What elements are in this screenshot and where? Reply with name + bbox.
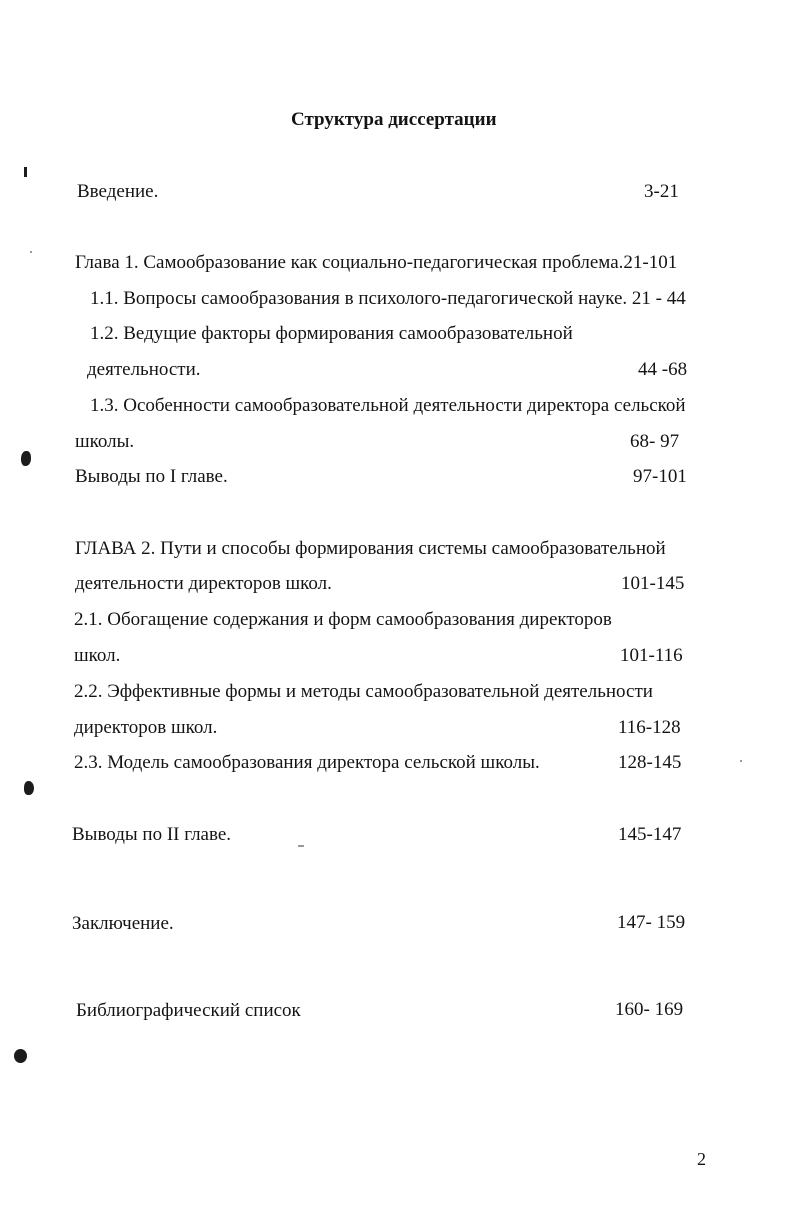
- toc-entry-chapter-2-cont: деятельности директоров школ.: [75, 573, 332, 594]
- toc-pages-1-3: 68- 97: [630, 431, 680, 452]
- scan-artifact-mark: [24, 167, 27, 177]
- page-number: 2: [697, 1149, 706, 1169]
- toc-entry-chapter-1: Глава 1. Самообразование как социально-педагогическая проблема.21-101: [75, 252, 678, 273]
- scan-artifact-mark: [24, 781, 34, 795]
- toc-pages-2-3: 128-145: [618, 752, 682, 773]
- toc-entry-chapter-2: ГЛАВА 2. Пути и способы формирования системы самообразовательной: [75, 538, 666, 559]
- toc-entry-1-1: 1.1. Вопросы самообразования в психолого-педагогической науке. 21 - 44: [90, 288, 686, 309]
- toc-entry-1-3-cont: школы.: [75, 431, 135, 452]
- scan-artifact-speck: [740, 760, 742, 762]
- toc-entry-conclusions-2: Выводы по II главе.: [72, 824, 232, 845]
- scan-artifact-speck: [30, 251, 32, 253]
- toc-entry-conclusions-1: Выводы по I главе.: [75, 466, 228, 487]
- toc-pages-chapter-2: 101-145: [621, 573, 685, 594]
- toc-entry-2-2-cont: директоров школ.: [74, 717, 218, 738]
- toc-pages-1-2: 44 -68: [638, 359, 688, 380]
- toc-entry-2-1-cont: школ.: [74, 645, 121, 666]
- toc-pages-conclusions-1: 97-101: [633, 466, 687, 487]
- document-title: Структура диссертации: [291, 109, 497, 130]
- toc-entry-2-2: 2.2. Эффективные формы и методы самообразовательной деятельности: [74, 681, 653, 702]
- toc-pages-2-2: 116-128: [618, 717, 681, 738]
- toc-pages-bibliography: 160- 169: [615, 999, 684, 1020]
- toc-entry-1-2-cont: деятельности.: [87, 359, 201, 380]
- toc-pages-introduction: 3-21: [644, 181, 679, 202]
- scan-artifact-speck: [298, 845, 304, 847]
- toc-pages-conclusion: 147- 159: [617, 912, 686, 933]
- toc-entry-2-1: 2.1. Обогащение содержания и форм самообразования директоров: [74, 609, 612, 630]
- toc-pages-2-1: 101-116: [620, 645, 683, 666]
- toc-entry-1-3: 1.3. Особенности самообразовательной деятельности директора сельской: [90, 395, 686, 416]
- toc-entry-2-3: 2.3. Модель самообразования директора сельской школы.: [74, 752, 540, 773]
- scan-artifact-mark: [21, 451, 31, 466]
- toc-entry-introduction: Введение.: [77, 181, 159, 202]
- toc-pages-conclusions-2: 145-147: [618, 824, 682, 845]
- scan-artifact-mark: [14, 1049, 27, 1063]
- toc-entry-conclusion: Заключение.: [72, 913, 174, 934]
- toc-entry-bibliography: Библиографический список: [76, 1000, 301, 1021]
- toc-entry-1-2: 1.2. Ведущие факторы формирования самообразовательной: [90, 323, 573, 344]
